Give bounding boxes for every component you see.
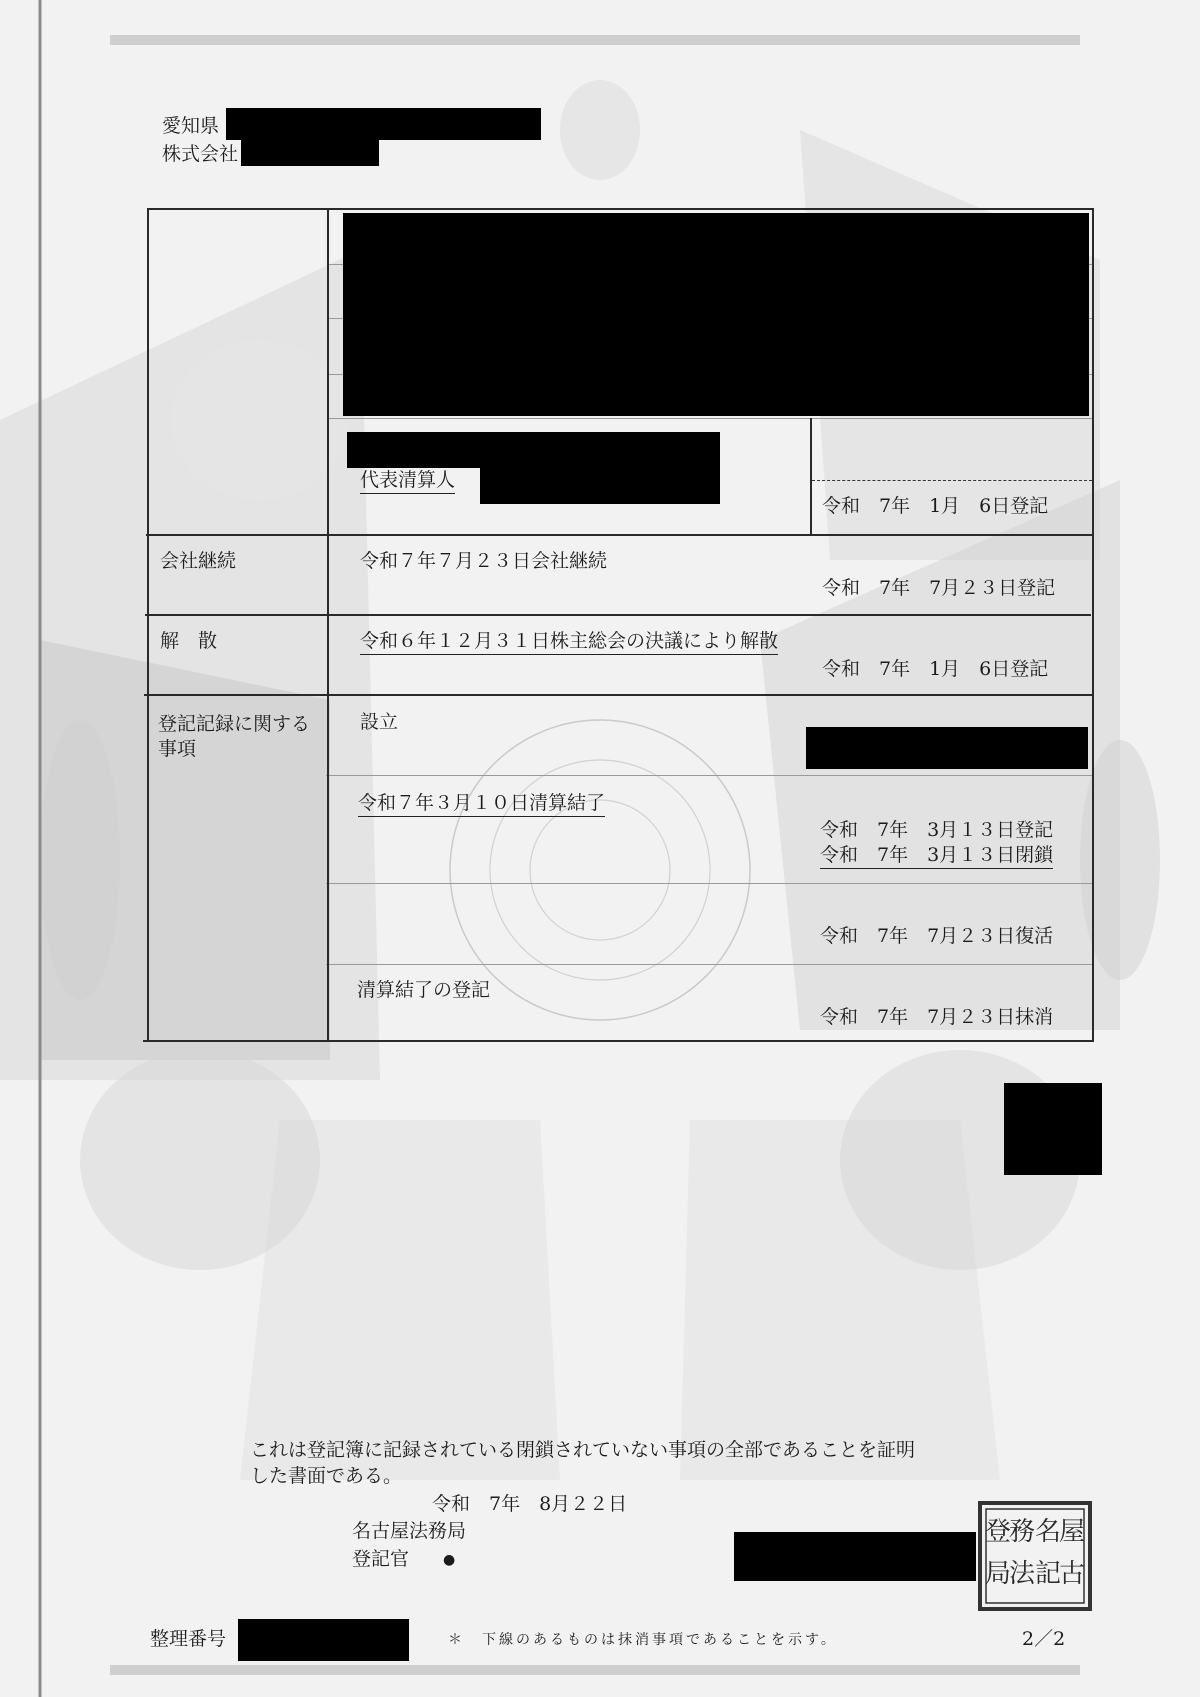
seal-glyph: 登 bbox=[984, 1517, 1012, 1547]
certification-line2: した書面である。 bbox=[250, 1465, 403, 1487]
liquidator-label: 代表清算人 bbox=[360, 471, 455, 494]
seal-glyph: 屋 bbox=[1058, 1517, 1086, 1547]
redaction-liquidator-name bbox=[480, 466, 720, 504]
redaction-table-top bbox=[343, 213, 1089, 416]
establishment-text: 設立 bbox=[360, 711, 399, 733]
seal-glyph: 古 bbox=[1058, 1559, 1086, 1589]
address-company-prefix: 株式会社 bbox=[162, 143, 239, 165]
page-number: 2／2 bbox=[1022, 1628, 1066, 1650]
redaction-address bbox=[226, 108, 541, 140]
legal-affairs-bureau: 名古屋法務局 bbox=[352, 1520, 467, 1542]
seal-glyph: 法 bbox=[1008, 1559, 1036, 1589]
registrar-label: 登記官 bbox=[352, 1548, 410, 1570]
continuation-heading: 会社継続 bbox=[160, 550, 237, 572]
cancel-date: 令和 7年 7月２３日抹消 bbox=[820, 1006, 1054, 1028]
reference-number-label: 整理番号 bbox=[150, 1628, 227, 1650]
dissolution-heading: 解 散 bbox=[160, 630, 218, 652]
seal-glyph: 記 bbox=[1034, 1559, 1062, 1589]
continuation-reg-date: 令和 7年 7月２３日登記 bbox=[822, 577, 1056, 599]
continuation-text: 令和７年７月２３日会社継続 bbox=[360, 550, 608, 572]
dissolution-reg-date: 令和 7年 1月 6日登記 bbox=[822, 658, 1049, 680]
liquidation-end-text: 令和７年３月１０日清算結了 bbox=[358, 794, 605, 817]
revival-date: 令和 7年 7月２３日復活 bbox=[820, 925, 1054, 947]
seal-glyph: 務 bbox=[1008, 1517, 1036, 1547]
record-heading-line2: 事項 bbox=[158, 738, 197, 760]
record-heading-line1: 登記記録に関する bbox=[158, 713, 311, 735]
registrar-mark: ● bbox=[443, 1552, 456, 1568]
certification-line1: これは登記簿に記録されている閉鎖されていない事項の全部であることを証明 bbox=[250, 1439, 916, 1461]
redaction-registrar-name bbox=[734, 1532, 976, 1581]
redaction-liquidator-address bbox=[347, 432, 720, 468]
redaction-establishment-date bbox=[806, 727, 1088, 769]
seal-glyph: 局 bbox=[984, 1559, 1012, 1589]
liquidation-end-closed-date: 令和 7年 3月１３日閉鎖 bbox=[820, 846, 1053, 869]
address-prefecture: 愛知県 bbox=[162, 115, 220, 137]
seal-glyph: 名 bbox=[1034, 1517, 1062, 1547]
dissolution-text: 令和６年１２月３１日株主総会の決議により解散 bbox=[360, 632, 778, 655]
certification-date: 令和 7年 8月２２日 bbox=[432, 1493, 628, 1515]
redaction-company-name bbox=[241, 140, 379, 166]
underline-note: ＊ 下線のあるものは抹消事項であることを示す。 bbox=[448, 1632, 838, 1648]
liquidator-reg-date: 令和 7年 1月 6日登記 bbox=[822, 495, 1049, 517]
liquidation-end-reg-date: 令和 7年 3月１３日登記 bbox=[820, 819, 1054, 841]
cancel-text: 清算結了の登記 bbox=[357, 979, 491, 1001]
official-seal bbox=[977, 1500, 1093, 1612]
redaction-reference-number bbox=[238, 1619, 409, 1661]
redaction-right-box bbox=[1004, 1083, 1102, 1175]
